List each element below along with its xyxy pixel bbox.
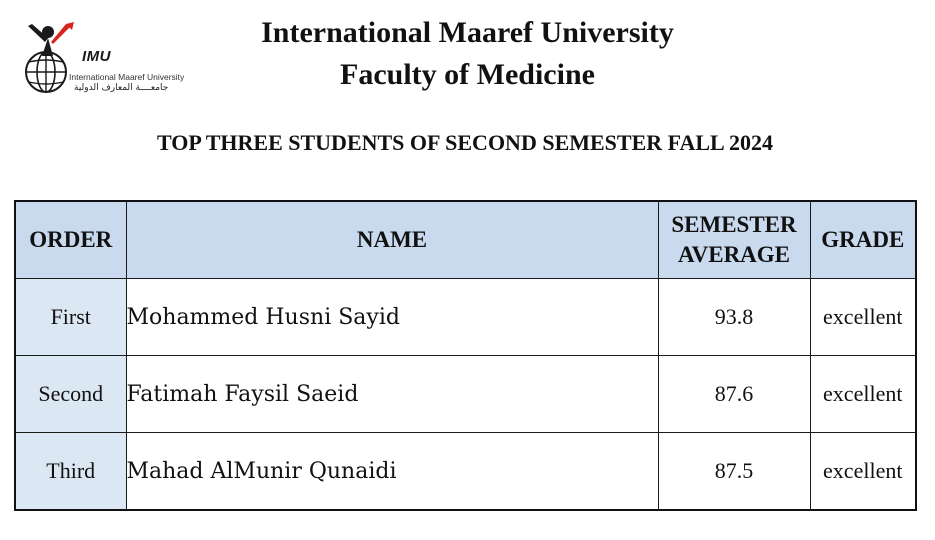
name-cell: Fatimah Faysil Saeid bbox=[126, 356, 658, 433]
table-row bbox=[15, 356, 916, 433]
faculty-title: Faculty of Medicine bbox=[340, 58, 595, 91]
order-cell: Second bbox=[15, 356, 126, 433]
logo-full-name: International Maaref University bbox=[69, 72, 185, 82]
logo-abbreviation: IMU bbox=[82, 48, 111, 65]
grade-cell: excellent bbox=[810, 356, 916, 433]
globe-figure-icon bbox=[22, 20, 78, 98]
average-cell: 87.6 bbox=[658, 356, 810, 433]
column-header-average: SEMESTER AVERAGE bbox=[658, 201, 810, 279]
column-header-order: ORDER bbox=[15, 201, 126, 279]
logo-arabic-name: جامعــــة المعارف الدولية bbox=[74, 83, 169, 93]
university-logo bbox=[22, 20, 192, 100]
order-cell: First bbox=[15, 279, 126, 356]
table-row bbox=[15, 279, 916, 356]
column-header-grade: GRADE bbox=[810, 201, 916, 279]
name-cell: Mahad AlMunir Qunaidi bbox=[126, 433, 658, 511]
top-students-table bbox=[14, 200, 917, 511]
grade-cell: excellent bbox=[810, 279, 916, 356]
grade-cell: excellent bbox=[810, 433, 916, 511]
name-cell: Mohammed Husni Sayid bbox=[126, 279, 658, 356]
university-title: International Maaref University bbox=[261, 16, 674, 49]
average-cell: 93.8 bbox=[658, 279, 810, 356]
average-cell: 87.5 bbox=[658, 433, 810, 511]
order-cell: Third bbox=[15, 433, 126, 511]
table-header-row bbox=[15, 201, 916, 279]
column-header-name: NAME bbox=[126, 201, 658, 279]
page-heading: TOP THREE STUDENTS OF SECOND SEMESTER FALL 2024 bbox=[157, 130, 773, 155]
table-row bbox=[15, 433, 916, 511]
